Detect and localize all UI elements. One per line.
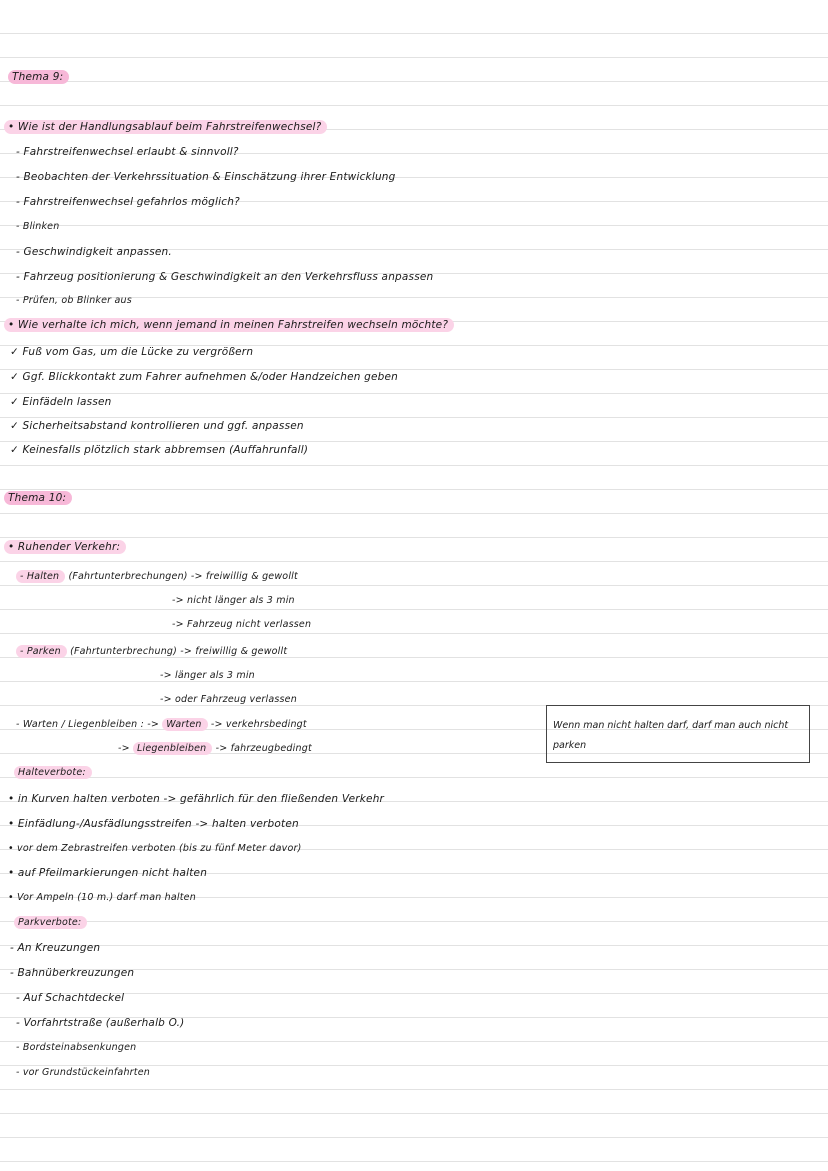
parkverbote-title-row bbox=[14, 916, 87, 930]
halten-label: - Halten bbox=[16, 570, 65, 583]
liegenbleiben-prefix: -> bbox=[118, 743, 130, 754]
warten-row bbox=[16, 718, 307, 732]
list-item: - Fahrstreifenwechsel gefahrlos möglich? bbox=[16, 196, 240, 208]
parken-sub-item: -> oder Fahrzeug verlassen bbox=[160, 694, 297, 705]
list-item: • auf Pfeilmarkierungen nicht halten bbox=[8, 867, 208, 879]
list-item: - Prüfen, ob Blinker aus bbox=[16, 295, 132, 306]
thema10-title: Thema 10: bbox=[4, 491, 72, 505]
thema10-title-row bbox=[4, 491, 72, 505]
thema9-question-2-row bbox=[4, 318, 454, 332]
thema9-question-1-row bbox=[4, 120, 327, 134]
list-item: • vor dem Zebrastreifen verboten (bis zu fünf Meter davor) bbox=[8, 843, 302, 854]
parken-row bbox=[16, 645, 287, 659]
halten-definition: (Fahrtunterbrechungen) -> freiwillig & gewollt bbox=[65, 571, 298, 582]
thema9-title-row bbox=[8, 70, 69, 84]
halteverbote-title: Halteverbote: bbox=[14, 766, 92, 779]
parkverbote-title: Parkverbote: bbox=[14, 916, 87, 929]
liegenbleiben-row bbox=[118, 742, 312, 756]
list-item: - An Kreuzungen bbox=[10, 942, 101, 954]
warten-prefix: - Warten / Liegenbleiben : -> bbox=[16, 719, 160, 730]
list-item: - Bahnüberkreuzungen bbox=[10, 967, 135, 979]
parken-definition: (Fahrtunterbrechung) -> freiwillig & gewollt bbox=[66, 646, 288, 657]
list-item: - Fahrzeug positionierung & Geschwindigkeit an den Verkehrsfluss anpassen bbox=[16, 271, 434, 283]
warten-definition: -> verkehrsbedingt bbox=[207, 719, 307, 730]
ruhender-verkehr-heading: • Ruhender Verkehr: bbox=[4, 540, 126, 554]
warten-label: Warten bbox=[162, 718, 207, 731]
list-item: ✓ Einfädeln lassen bbox=[10, 396, 112, 408]
list-item: - Geschwindigkeit anpassen. bbox=[16, 246, 172, 258]
halten-sub-item: -> nicht länger als 3 min bbox=[172, 595, 295, 606]
list-item: • in Kurven halten verboten -> gefährlich für den fließenden Verkehr bbox=[8, 793, 385, 805]
list-item: • Vor Ampeln (10 m.) darf man halten bbox=[8, 892, 196, 903]
liegenbleiben-definition: -> fahrzeugbedingt bbox=[212, 743, 312, 754]
halten-row bbox=[16, 570, 298, 584]
list-item: ✓ Keinesfalls plötzlich stark abbremsen (Auffahrunfall) bbox=[10, 444, 309, 456]
halteverbote-title-row bbox=[14, 766, 92, 780]
thema9-question-2: • Wie verhalte ich mich, wenn jemand in meinen Fahrstreifen wechseln möchte? bbox=[4, 318, 454, 332]
ruhender-verkehr-row bbox=[4, 540, 126, 554]
list-item: - Fahrstreifenwechsel erlaubt & sinnvoll? bbox=[16, 146, 239, 158]
list-item: • Einfädlung-/Ausfädlungsstreifen -> halten verboten bbox=[8, 818, 299, 830]
list-item: - vor Grundstückeinfahrten bbox=[16, 1067, 150, 1078]
list-item: ✓ Ggf. Blickkontakt zum Fahrer aufnehmen &/oder Handzeichen geben bbox=[10, 371, 399, 383]
halten-sub-item: -> Fahrzeug nicht verlassen bbox=[172, 619, 312, 630]
list-item: - Blinken bbox=[16, 221, 60, 232]
list-item: ✓ Sicherheitsabstand kontrollieren und ggf. anpassen bbox=[10, 420, 304, 432]
list-item: ✓ Fuß vom Gas, um die Lücke zu vergrößern bbox=[10, 346, 254, 358]
note-box: Wenn man nicht halten darf, darf man auch nicht parken bbox=[546, 705, 810, 763]
list-item: - Auf Schachtdeckel bbox=[16, 992, 125, 1004]
list-item: - Vorfahrtstraße (außerhalb O.) bbox=[16, 1017, 185, 1029]
list-item: - Bordsteinabsenkungen bbox=[16, 1042, 137, 1053]
thema9-question-1: • Wie ist der Handlungsablauf beim Fahrstreifenwechsel? bbox=[4, 120, 327, 134]
liegenbleiben-label: Liegenbleiben bbox=[133, 742, 212, 755]
thema9-title: Thema 9: bbox=[8, 70, 69, 84]
list-item: - Beobachten der Verkehrssituation & Einschätzung ihrer Entwicklung bbox=[16, 171, 396, 183]
parken-label: - Parken bbox=[16, 645, 67, 658]
parken-sub-item: -> länger als 3 min bbox=[160, 670, 255, 681]
